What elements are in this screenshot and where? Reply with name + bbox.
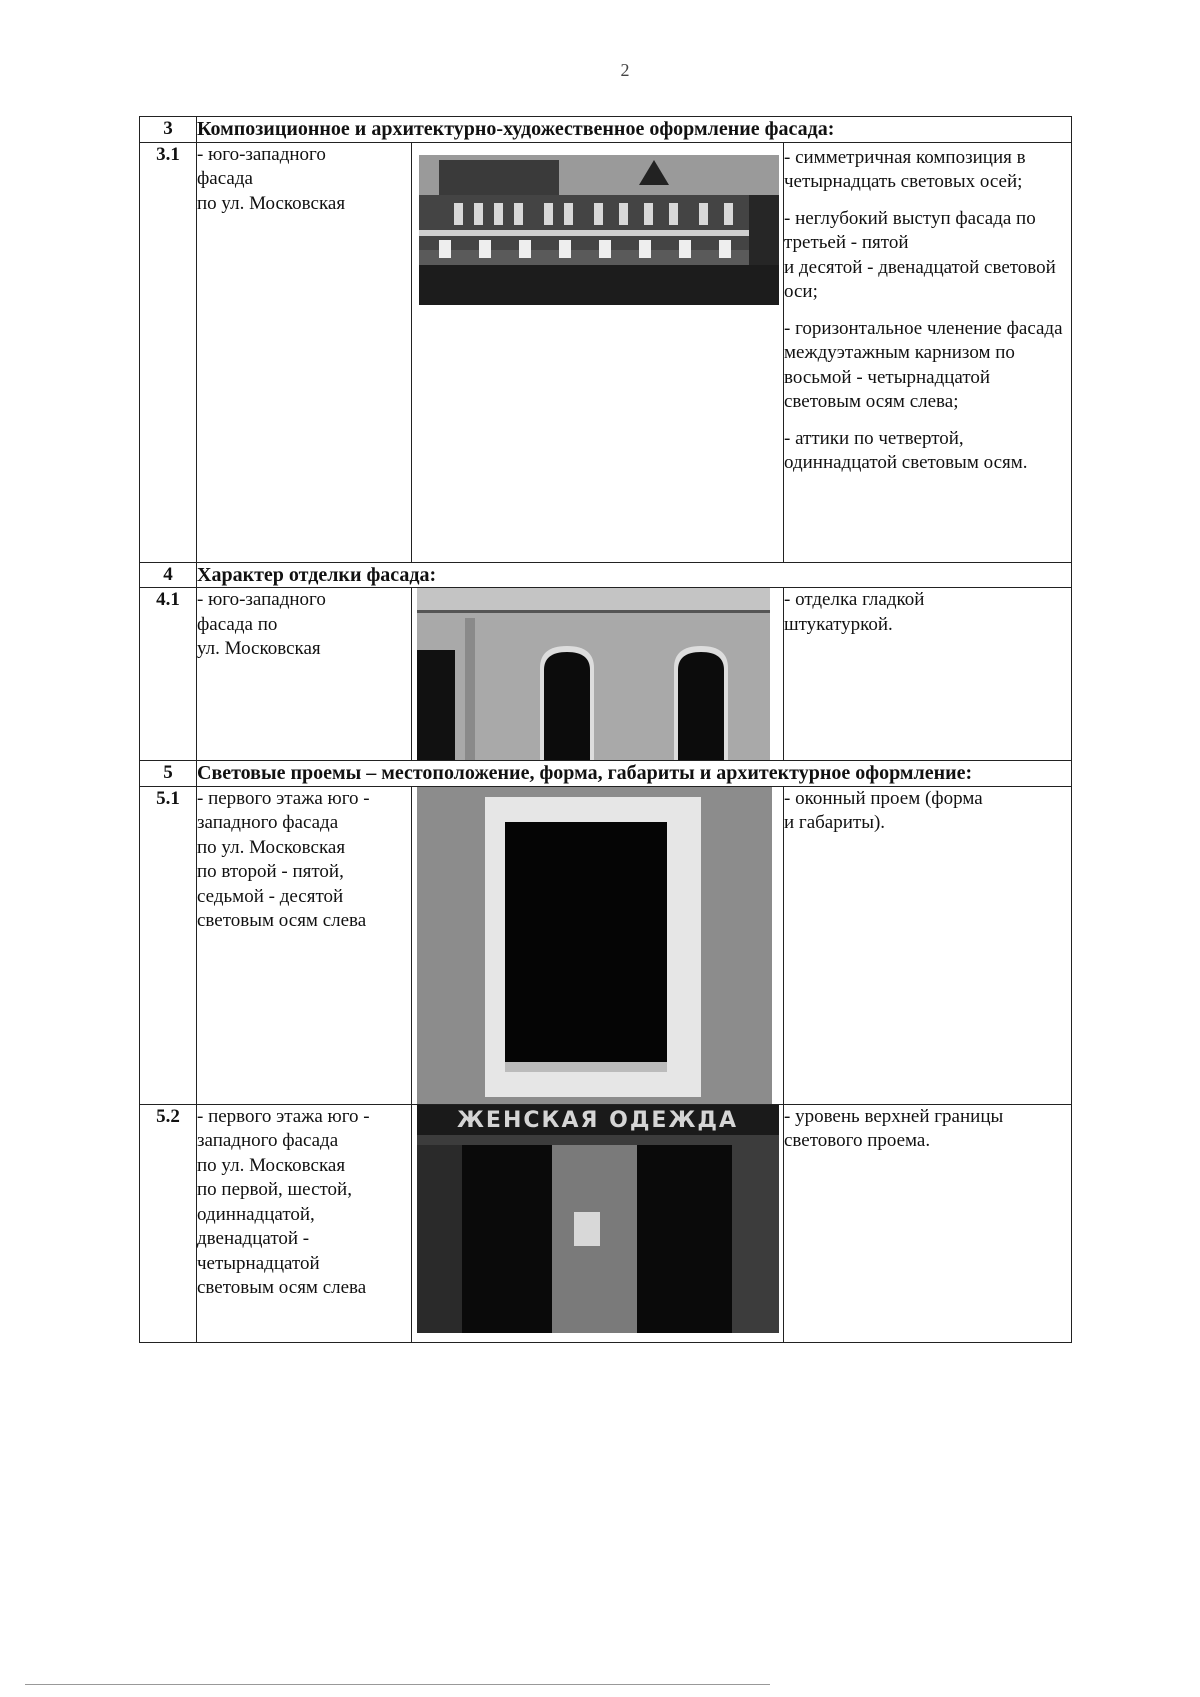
table-row	[140, 142, 1072, 562]
row-label	[197, 786, 412, 1104]
plaster-finish-photo-image	[417, 588, 770, 760]
row-description	[784, 1104, 1072, 1342]
section-title: Световые проемы – местоположение, форма, габариты и архитектурное оформление:	[197, 761, 1072, 787]
table-row	[140, 786, 1072, 1104]
description-item: - уровень верхней границы светового проема.	[784, 1105, 1004, 1151]
section-header-row	[140, 761, 1072, 787]
description-item: - горизонтальное членение фасада междуэтажным карнизом по восьмой - четырнадцатой световым осям слева;	[784, 317, 1063, 412]
row-label	[197, 1104, 412, 1342]
row-label-text: - юго-западного фасада по ул. Московская	[197, 143, 346, 214]
row-description	[784, 786, 1072, 1104]
facade-photo	[419, 155, 779, 305]
storefront-photo-image	[417, 1105, 779, 1333]
description-item: - аттики по четвертой, одиннадцатой световым осям.	[784, 427, 1028, 473]
plaster-finish-photo	[417, 588, 770, 760]
row-label-text: - юго-западного фасада по ул. Московская	[197, 589, 326, 659]
row-label-text: - первого этажа юго - западного фасада по ул. Московская по первой, шестой, одиннадцатой, двенадцатой - четырнадцатой световым осям слева	[197, 1105, 370, 1298]
photo-cell	[412, 142, 784, 562]
photo-cell	[412, 786, 784, 1104]
page-number: 2	[620, 60, 630, 80]
storefront-photo	[417, 1105, 779, 1333]
description-item: - симметричная композиция в четырнадцать световых осей;	[784, 146, 1026, 192]
photo-cell	[412, 588, 784, 761]
description-item: - неглубокий выступ фасада по третьей - пятой и десятой - двенадцатой световой оси;	[784, 207, 1056, 302]
storefront-sign-text: ЖЕНСКАЯ ОДЕЖДА	[457, 1107, 738, 1133]
facade-photo-image	[419, 155, 779, 305]
section-title: Композиционное и архитектурно-художественное оформление фасада:	[197, 117, 1072, 143]
description-item: - отделка гладкой штукатуркой.	[784, 589, 925, 635]
section-header-row	[140, 117, 1072, 143]
row-number: 5.2	[140, 1104, 197, 1342]
section-number: 3	[140, 117, 197, 143]
row-number: 4.1	[140, 588, 197, 761]
section-number: 4	[140, 562, 197, 588]
section-number: 5	[140, 761, 197, 787]
row-label	[197, 142, 412, 562]
table-row	[140, 1104, 1072, 1342]
description-item: - оконный проем (форма и габариты).	[784, 787, 983, 833]
window-opening-photo	[417, 787, 772, 1104]
bottom-divider	[25, 1684, 770, 1685]
row-description	[784, 588, 1072, 761]
row-number: 3.1	[140, 142, 197, 562]
window-opening-photo-image	[417, 787, 772, 1104]
section-title: Характер отделки фасада:	[197, 562, 1072, 588]
section-header-row	[140, 562, 1072, 588]
table-row	[140, 588, 1072, 761]
row-description	[784, 142, 1072, 562]
photo-cell	[412, 1104, 784, 1342]
row-number: 5.1	[140, 786, 197, 1104]
facade-elements-table	[139, 116, 1072, 1343]
row-label-text: - первого этажа юго - западного фасада по ул. Московская по второй - пятой, седьмой - десятой световым осям слева	[197, 787, 370, 931]
row-label	[197, 588, 412, 761]
